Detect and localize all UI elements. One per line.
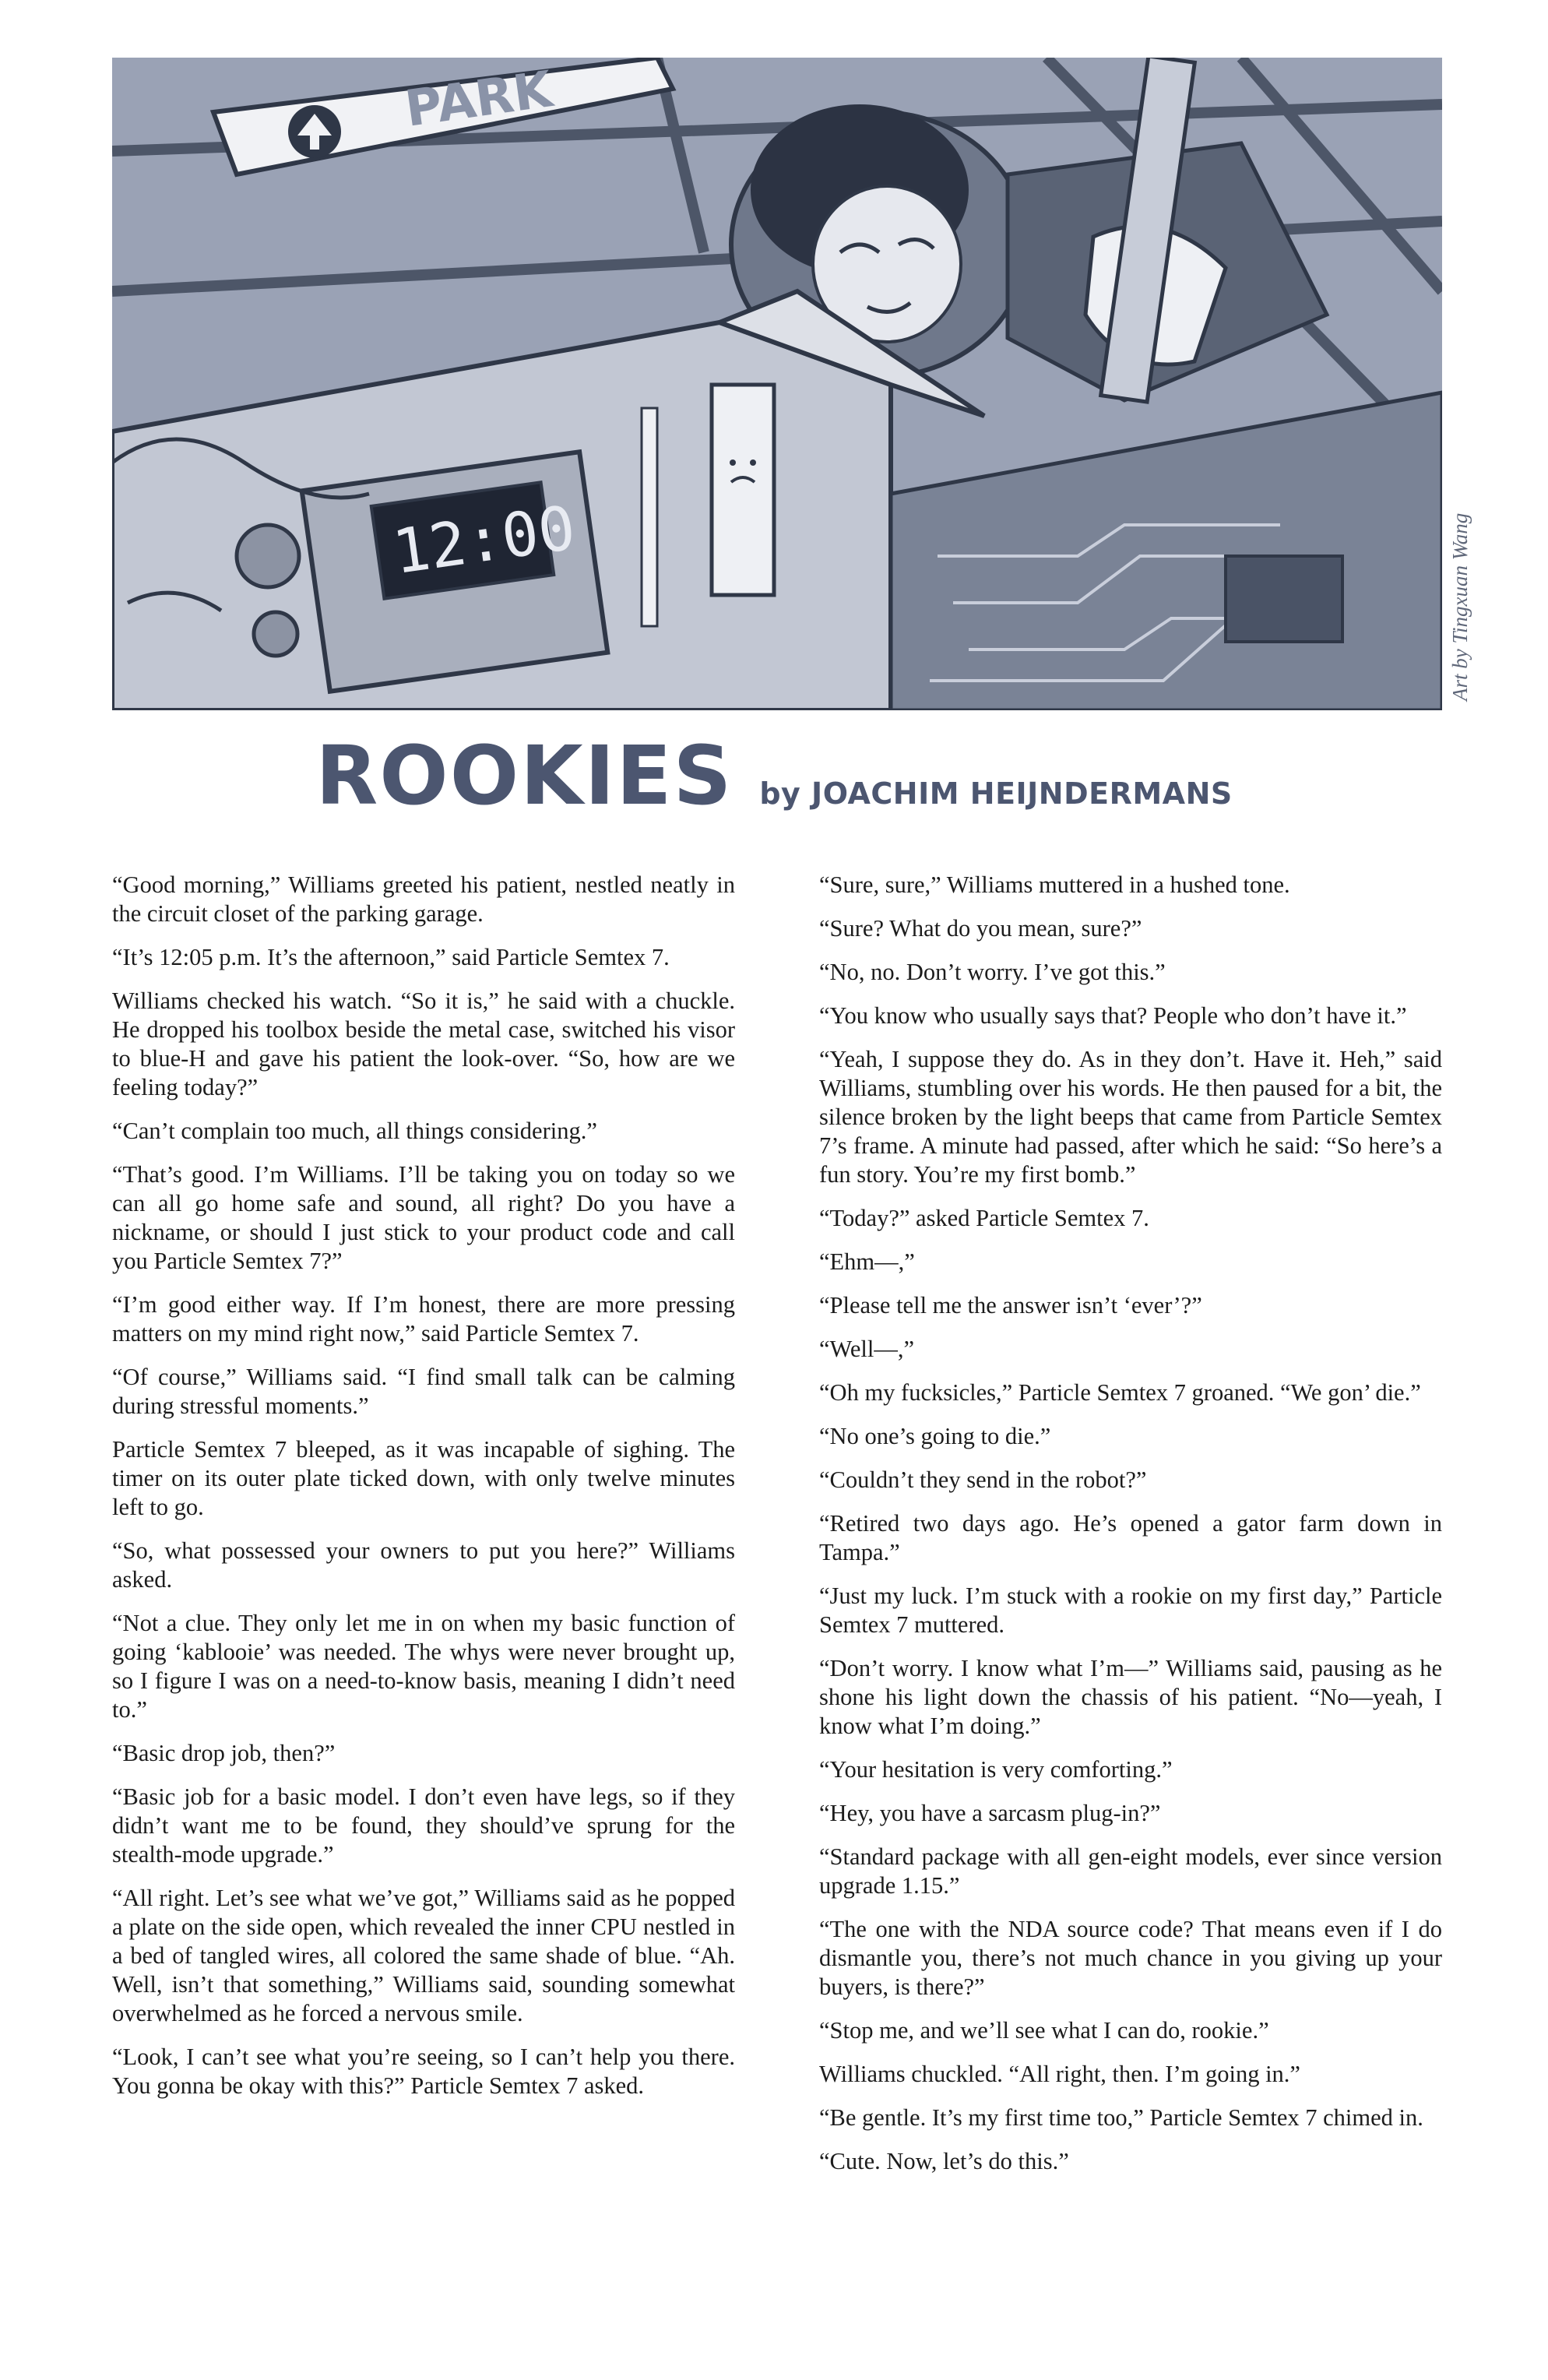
parking-sign-text: PARK — [401, 61, 556, 139]
paragraph: “So, what possessed your owners to put you here?” Williams asked. — [112, 1537, 735, 1593]
paragraph: “Look, I can’t see what you’re seeing, so I can’t help you there. You gonna be okay with this?” Particle Semtex 7 asked. — [112, 2044, 735, 2099]
paragraph: “No, no. Don’t worry. I’ve got this.” — [819, 959, 1166, 985]
paragraph: Particle Semtex 7 bleeped, as it was incapable of sighing. The timer on its outer plate ticked down, with only twelve minutes left to go. — [112, 1436, 735, 1520]
story-byline: by JOACHIM HEIJNDERMANS — [759, 776, 1233, 811]
paragraph: “Cute. Now, let’s do this.” — [819, 2148, 1069, 2174]
paragraph: “Today?” asked Particle Semtex 7. — [819, 1205, 1149, 1231]
paragraph: “Please tell me the answer isn’t ‘ever’?” — [819, 1292, 1202, 1319]
paragraph: “Just my luck. I’m stuck with a rookie on my first day,” Particle Semtex 7 muttered. — [819, 1583, 1442, 1638]
paragraph: “Sure, sure,” Williams muttered in a hushed tone. — [819, 871, 1290, 898]
paragraph: “Well—,” — [819, 1336, 915, 1362]
paragraph: “Oh my fucksicles,” Particle Semtex 7 groaned. “We gon’ die.” — [819, 1379, 1421, 1406]
story-column-left — [112, 871, 735, 2115]
paragraph: “Standard package with all gen-eight models, ever since version upgrade 1.15.” — [819, 1843, 1442, 1899]
paragraph: “Of course,” Williams said. “I find small talk can be calming during stressful moments.” — [112, 1364, 735, 1419]
paragraph: “Stop me, and we’ll see what I can do, rookie.” — [819, 2017, 1269, 2044]
art-credit: Art by Tingxuan Wang — [1448, 512, 1472, 701]
paragraph: “Your hesitation is very comforting.” — [819, 1756, 1173, 1783]
story-column-right — [819, 871, 1442, 2191]
paragraph: “Basic job for a basic model. I don’t even have legs, so if they didn’t want me to be found, they should’ve sprung for the stealth-mode upgrade.” — [112, 1783, 735, 1868]
paragraph: “That’s good. I’m Williams. I’ll be taking you on today so we can all go home safe and sound, all right? Do you have a nickname, or should I just stick to your product code and call you Particle Semtex 7?” — [112, 1161, 735, 1274]
paragraph: “I’m good either way. If I’m honest, there are more pressing matters on my mind right now,” said Particle Semtex 7. — [112, 1291, 735, 1347]
paragraph: Williams checked his watch. “So it is,” he said with a chuckle. He dropped his toolbox beside the metal case, switched his visor to blue-H and gave his patient the look-over. “So, how are we feeling today?” — [112, 988, 735, 1100]
paragraph: “Can’t complain too much, all things considering.” — [112, 1118, 597, 1144]
paragraph: Williams chuckled. “All right, then. I’m going in.” — [819, 2061, 1300, 2087]
paragraph: “Don’t worry. I know what I’m—” Williams said, pausing as he shone his light down the chassis of his patient. “No—yeah, I know what I’m doing.” — [819, 1655, 1442, 1739]
paragraph: “Basic drop job, then?” — [112, 1740, 336, 1766]
story-header — [0, 728, 1548, 829]
paragraph: “It’s 12:05 p.m. It’s the afternoon,” said Particle Semtex 7. — [112, 944, 670, 970]
paragraph: “Good morning,” Williams greeted his patient, nestled neatly in the circuit closet of the parking garage. — [112, 871, 735, 927]
bomb-timer-display: 12:00 — [389, 493, 580, 589]
paragraph: “Hey, you have a sarcasm plug-in?” — [819, 1800, 1161, 1826]
story-illustration — [112, 58, 1442, 710]
paragraph: “Couldn’t they send in the robot?” — [819, 1466, 1147, 1493]
paragraph: “Not a clue. They only let me in on when my basic function of going ‘kablooie’ was needed. The whys were never brought up, so I figure I was on a need-to-know basis, meaning I didn’t need to.” — [112, 1610, 735, 1723]
paragraph: “You know who usually says that? People who don’t have it.” — [819, 1002, 1407, 1029]
paragraph: “Sure? What do you mean, sure?” — [819, 915, 1142, 942]
paragraph: “Retired two days ago. He’s opened a gator farm down in Tampa.” — [819, 1510, 1442, 1565]
paragraph: “All right. Let’s see what we’ve got,” Williams said as he popped a plate on the side open, which revealed the inner CPU nestled in a bed of tangled wires, all colored the same shade of blue. “Ah. Well, isn’t that something,” Williams said, sounding somewhat overwhelmed as he forced a nervous smile. — [112, 1885, 735, 2026]
paragraph: “No one’s going to die.” — [819, 1423, 1051, 1449]
story-title: ROOKIES — [315, 728, 734, 823]
paragraph: “The one with the NDA source code? That means even if I do dismantle you, there’s not much chance in you giving up your buyers, is there?” — [819, 1916, 1442, 2000]
paragraph: “Be gentle. It’s my first time too,” Particle Semtex 7 chimed in. — [819, 2104, 1423, 2131]
paragraph: “Ehm—,” — [819, 1248, 915, 1275]
paragraph: “Yeah, I suppose they do. As in they don’t. Have it. Heh,” said Williams, stumbling over his words. He then paused for a bit, the silence broken by the light beeps that came from Particle Semtex 7’s frame. A minute had passed, after which he said: “So here’s a fun story. You’re my first bomb.” — [819, 1046, 1442, 1188]
